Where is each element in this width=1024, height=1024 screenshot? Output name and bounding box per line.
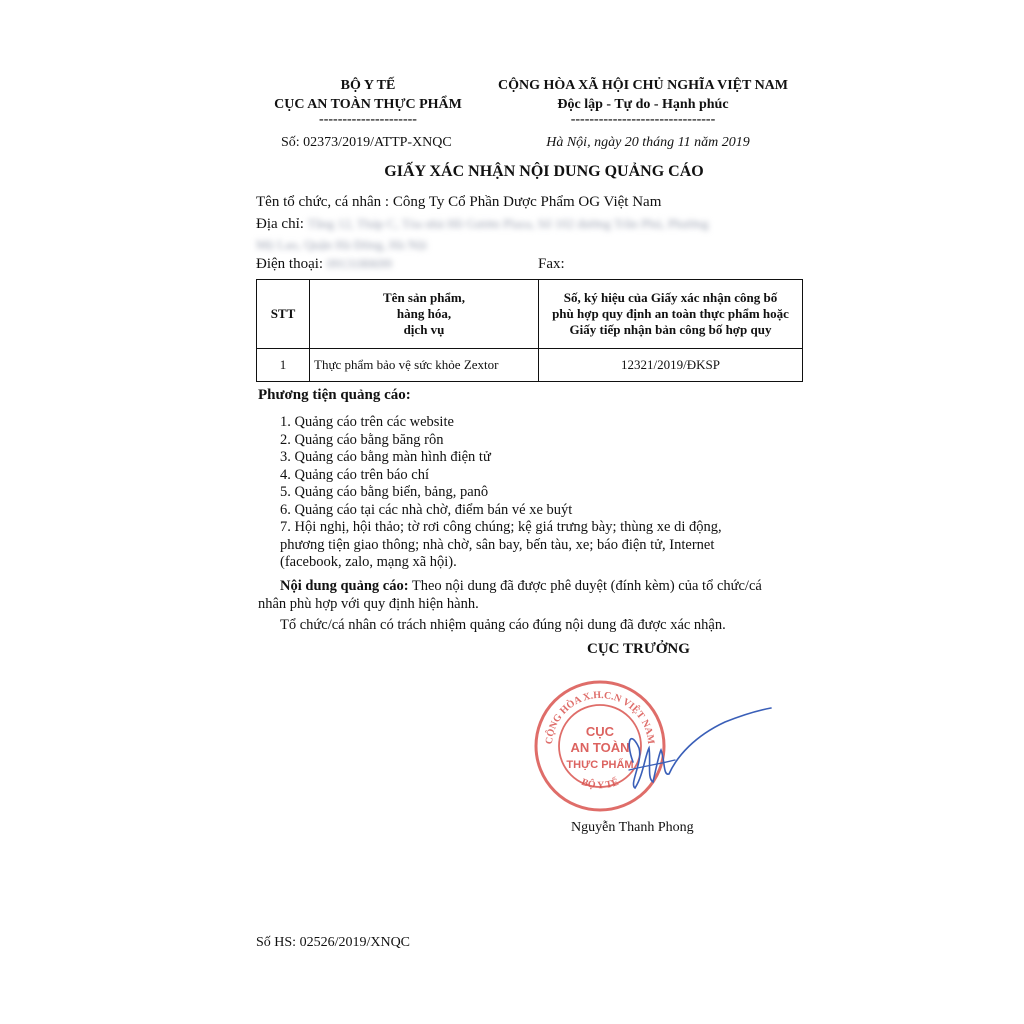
responsibility-text: Tổ chức/cá nhân có trách nhiệm quảng cáo đúng nội dung đã được xác nhận.	[280, 617, 726, 633]
list-item: 3. Quảng cáo bằng màn hình điện tử	[280, 449, 491, 465]
header-cert-line-1: Số, ký hiệu của Giấy xác nhận công bố	[563, 290, 778, 305]
header-certificate	[539, 280, 803, 349]
phone-label: Điện thoại:	[256, 256, 324, 272]
header-cert-line-2: phù hợp quy định an toàn thực phẩm hoặc	[552, 306, 789, 321]
address-line-1	[256, 216, 709, 233]
stamp-center-line-2: AN TOÀN	[570, 740, 630, 755]
list-item: phương tiện giao thông; nhà chờ, sân bay, bến tàu, xe; báo điện tử, Internet	[280, 536, 715, 553]
org-name-value: Công Ty Cổ Phần Dược Phẩm OG Việt Nam	[392, 194, 662, 210]
header-stt: STT	[257, 280, 310, 349]
row-certificate: 12321/2019/ĐKSP	[539, 349, 803, 382]
list-item: 7. Hội nghị, hội thảo; tờ rơi công chúng; kệ giá trưng bày; thùng xe di động,	[280, 519, 722, 535]
header-product-line-2: hàng hóa,	[396, 306, 452, 321]
header-right-divider: -------------------------------	[570, 112, 716, 127]
phone-value: 0913180699	[326, 256, 392, 271]
table-row	[257, 349, 803, 382]
stamp-ring-text: CỘNG HÒA X.H.C.N VIỆT NAM	[543, 689, 657, 745]
address-line-2	[256, 237, 427, 253]
media-heading: Phương tiện quảng cáo:	[258, 387, 411, 403]
national-motto: Độc lập - Tự do - Hạnh phúc	[557, 97, 729, 112]
phone-line	[256, 256, 392, 273]
header-product-line-3: dịch vụ	[403, 322, 445, 337]
address-value-line-2: Mộ Lao, Quận Hà Đông, Hà Nội	[256, 237, 428, 252]
media-list	[280, 414, 722, 572]
table-header-row	[257, 280, 803, 349]
address-value-line-1: Tầng 12, Tháp C, Tòa nhà Hồ Gươm Plaza, Số 102 đường Trần Phú, Phường	[307, 216, 709, 231]
header-left-divider: ---------------------	[319, 112, 417, 127]
document-title: GIẤY XÁC NHẬN NỘI DUNG QUẢNG CÁO	[384, 163, 704, 180]
file-number: Số HS: 02526/2019/XNQC	[256, 935, 411, 950]
list-item: 4. Quảng cáo trên báo chí	[280, 466, 429, 483]
fax-label: Fax:	[538, 256, 565, 272]
stamp-bottom-text: BỘ Y TẾ	[579, 776, 621, 792]
handwritten-signature	[585, 700, 785, 800]
signer-name: Nguyễn Thanh Phong	[571, 820, 694, 835]
list-item: (facebook, zalo, mạng xã hội).	[280, 554, 457, 570]
department-name: CỤC AN TOÀN THỰC PHẨM	[274, 97, 462, 112]
ministry-name: BỘ Y TẾ	[340, 78, 396, 93]
stamp-center-line-1: CỤC	[585, 724, 615, 739]
stamp-center-line-3: THỰC PHẨM	[566, 759, 634, 771]
header-product-line-1: Tên sản phẩm,	[383, 290, 465, 305]
content-text-1: Theo nội dung đã được phê duyệt (đính kèm) của tổ chức/cá	[408, 578, 762, 594]
nation-name: CỘNG HÒA XÃ HỘI CHỦ NGHĨA VIỆT NAM	[497, 78, 788, 93]
header-cert-line-3: Giấy tiếp nhận bản công bố hợp quy	[569, 322, 772, 337]
list-item: 2. Quảng cáo bằng băng rôn	[280, 431, 444, 448]
list-item: 1. Quảng cáo trên các website	[280, 414, 454, 430]
address-label: Địa chỉ:	[256, 216, 304, 232]
header-product	[310, 280, 539, 349]
organization-line	[256, 194, 661, 211]
list-item: 5. Quảng cáo bằng biển, bảng, panô	[280, 484, 489, 500]
row-product: Thực phẩm bảo vệ sức khỏe Zextor	[310, 349, 539, 382]
product-table	[256, 279, 803, 382]
content-line-1	[280, 578, 762, 595]
org-name-label: Tên tổ chức, cá nhân :	[256, 194, 393, 210]
list-item: 6. Quảng cáo tại các nhà chờ, điểm bán vé xe buýt	[280, 501, 573, 518]
content-label: Nội dung quảng cáo:	[280, 578, 409, 594]
date-place: Hà Nội, ngày 20 tháng 11 năm 2019	[546, 135, 750, 150]
document-number: Số: 02373/2019/ATTP-XNQC	[281, 135, 452, 150]
signatory-title: CỤC TRƯỞNG	[587, 641, 690, 657]
content-text-2: nhân phù hợp với quy định hiện hành.	[258, 596, 479, 612]
row-stt: 1	[257, 349, 310, 382]
